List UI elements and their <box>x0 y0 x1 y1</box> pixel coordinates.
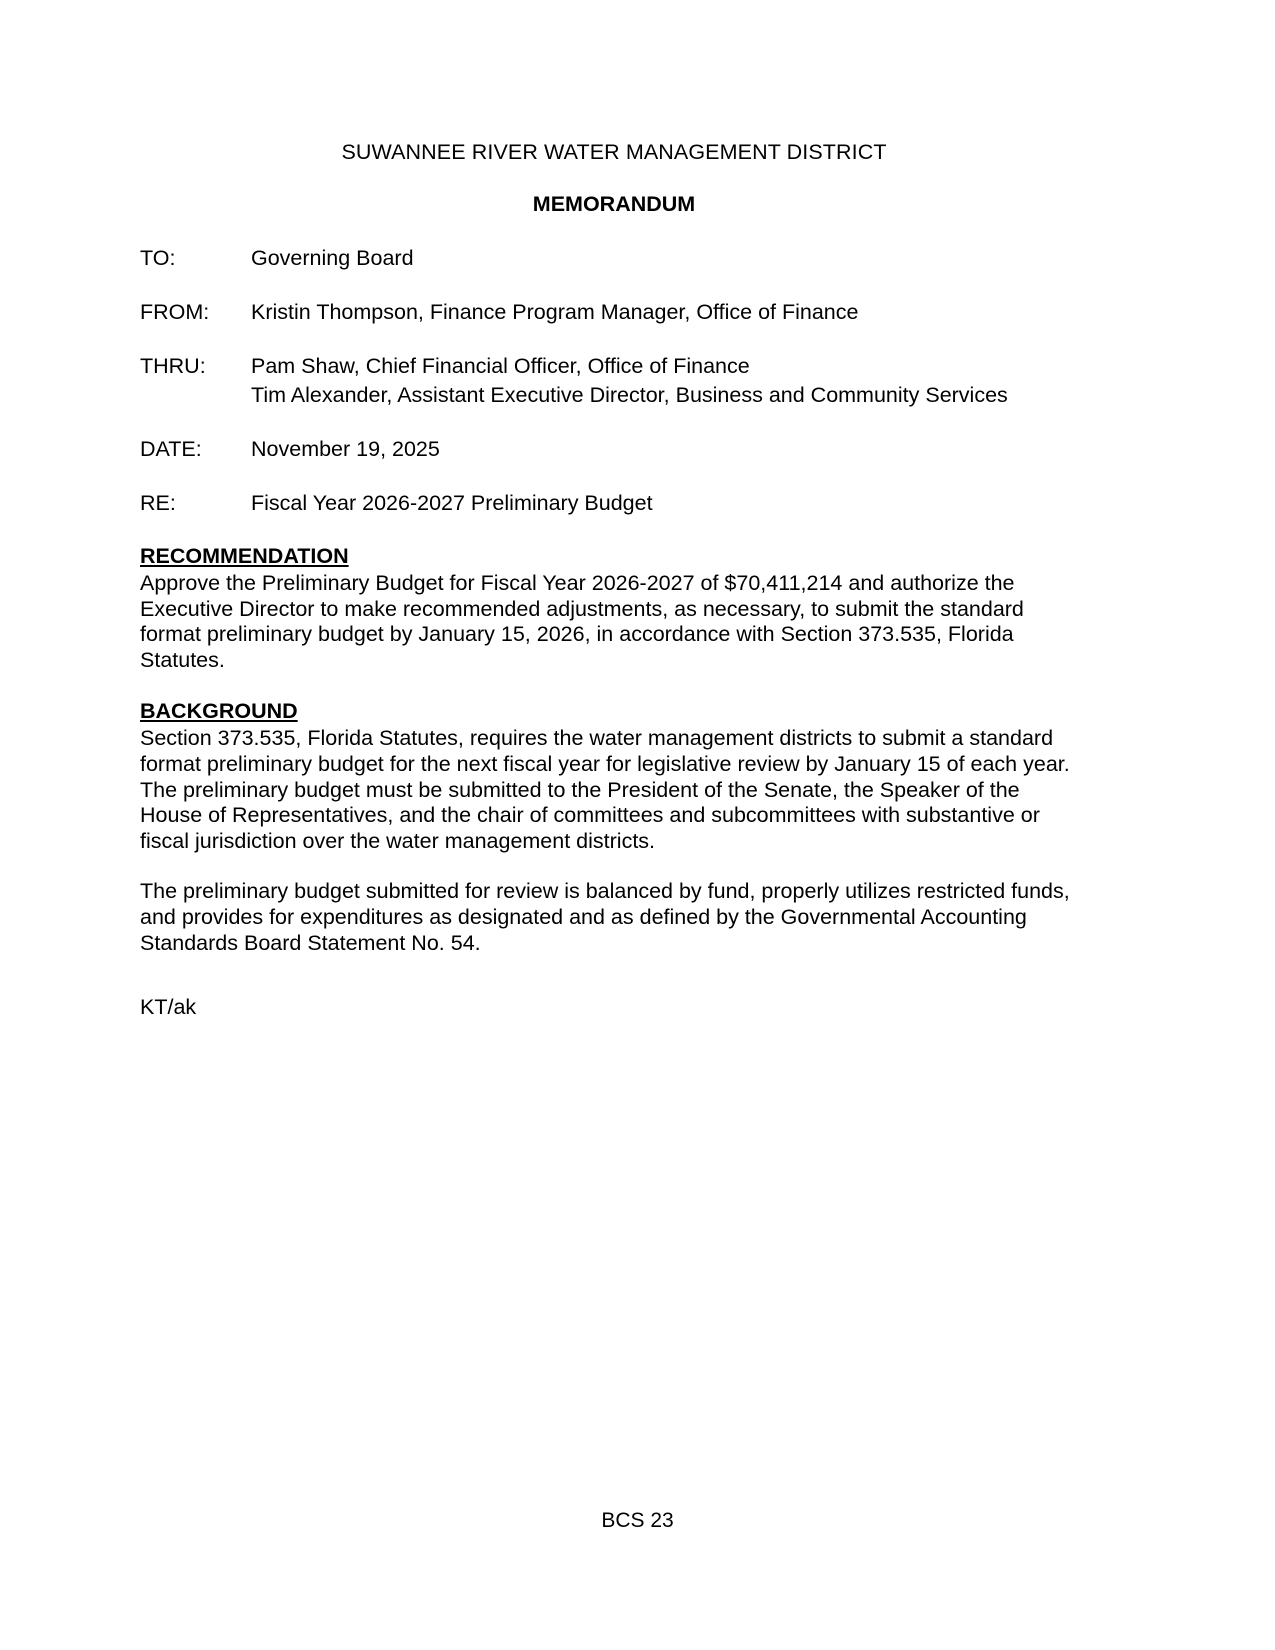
author-initials: KT/ak <box>140 995 197 1020</box>
to-label: TO: <box>140 246 176 270</box>
recommendation-section <box>140 542 1080 673</box>
recommendation-heading-wrap <box>140 542 1080 570</box>
thru-label: THRU: <box>140 354 206 378</box>
thru-value-line-1: Pam Shaw, Chief Financial Officer, Office of Finance <box>251 354 750 378</box>
recommendation-body <box>140 571 1080 673</box>
background-paragraph-1: Section 373.535, Florida Statutes, requires the water management districts to submit a standard format preliminary budget for the next fiscal year for legislative review by January 15 of each year. The preliminary budget must be submitted to the President of the Senate, the Speaker of the House of Representatives, and the chair of committees and subcommittees with substantive or fiscal jurisdiction over the water management districts. <box>140 726 1070 853</box>
thru-value-line-2: Tim Alexander, Assistant Executive Director, Business and Community Services <box>251 383 1008 407</box>
from-value: Kristin Thompson, Finance Program Manager, Office of Finance <box>251 300 859 324</box>
date-value: November 19, 2025 <box>251 437 440 461</box>
thru-value <box>251 352 1080 410</box>
background-section <box>140 697 1080 956</box>
page-title: SUWANNEE RIVER WATER MANAGEMENT DISTRICT <box>341 140 887 164</box>
memo-header-fields <box>140 244 1080 518</box>
recommendation-paragraph: Approve the Preliminary Budget for Fiscal Year 2026-2027 of $70,411,214 and authorize the Executive Director to make recommended adjustments, as necessary, to submit the standard format preliminary budget by January 15, 2026, in accordance with Section 373.535, Florida Statutes. <box>140 571 1024 672</box>
background-heading: BACKGROUND <box>140 699 298 724</box>
re-label: RE: <box>140 491 176 515</box>
date-label: DATE: <box>140 437 202 461</box>
document-type-heading: MEMORANDUM <box>532 192 696 216</box>
field-row-from <box>140 298 1080 327</box>
field-row-thru <box>140 352 1080 410</box>
re-value: Fiscal Year 2026-2027 Preliminary Budget <box>251 491 653 515</box>
field-row-re <box>140 489 1080 518</box>
background-body <box>140 726 1080 956</box>
recommendation-heading: RECOMMENDATION <box>140 544 349 568</box>
field-row-date <box>140 435 1080 464</box>
footer-page-marker: BCS 23 <box>601 1509 674 1532</box>
memo-content <box>140 138 1080 1022</box>
to-value: Governing Board <box>251 246 414 270</box>
background-paragraph-2: The preliminary budget submitted for review is balanced by fund, properly utilizes restricted funds, and provides for expenditures as designated and as defined by the Governmental Accounting Standards Board Statement No. 54. <box>140 879 1070 955</box>
field-row-to <box>140 244 1080 273</box>
background-heading-wrap <box>140 697 1080 725</box>
from-label: FROM: <box>140 300 210 324</box>
